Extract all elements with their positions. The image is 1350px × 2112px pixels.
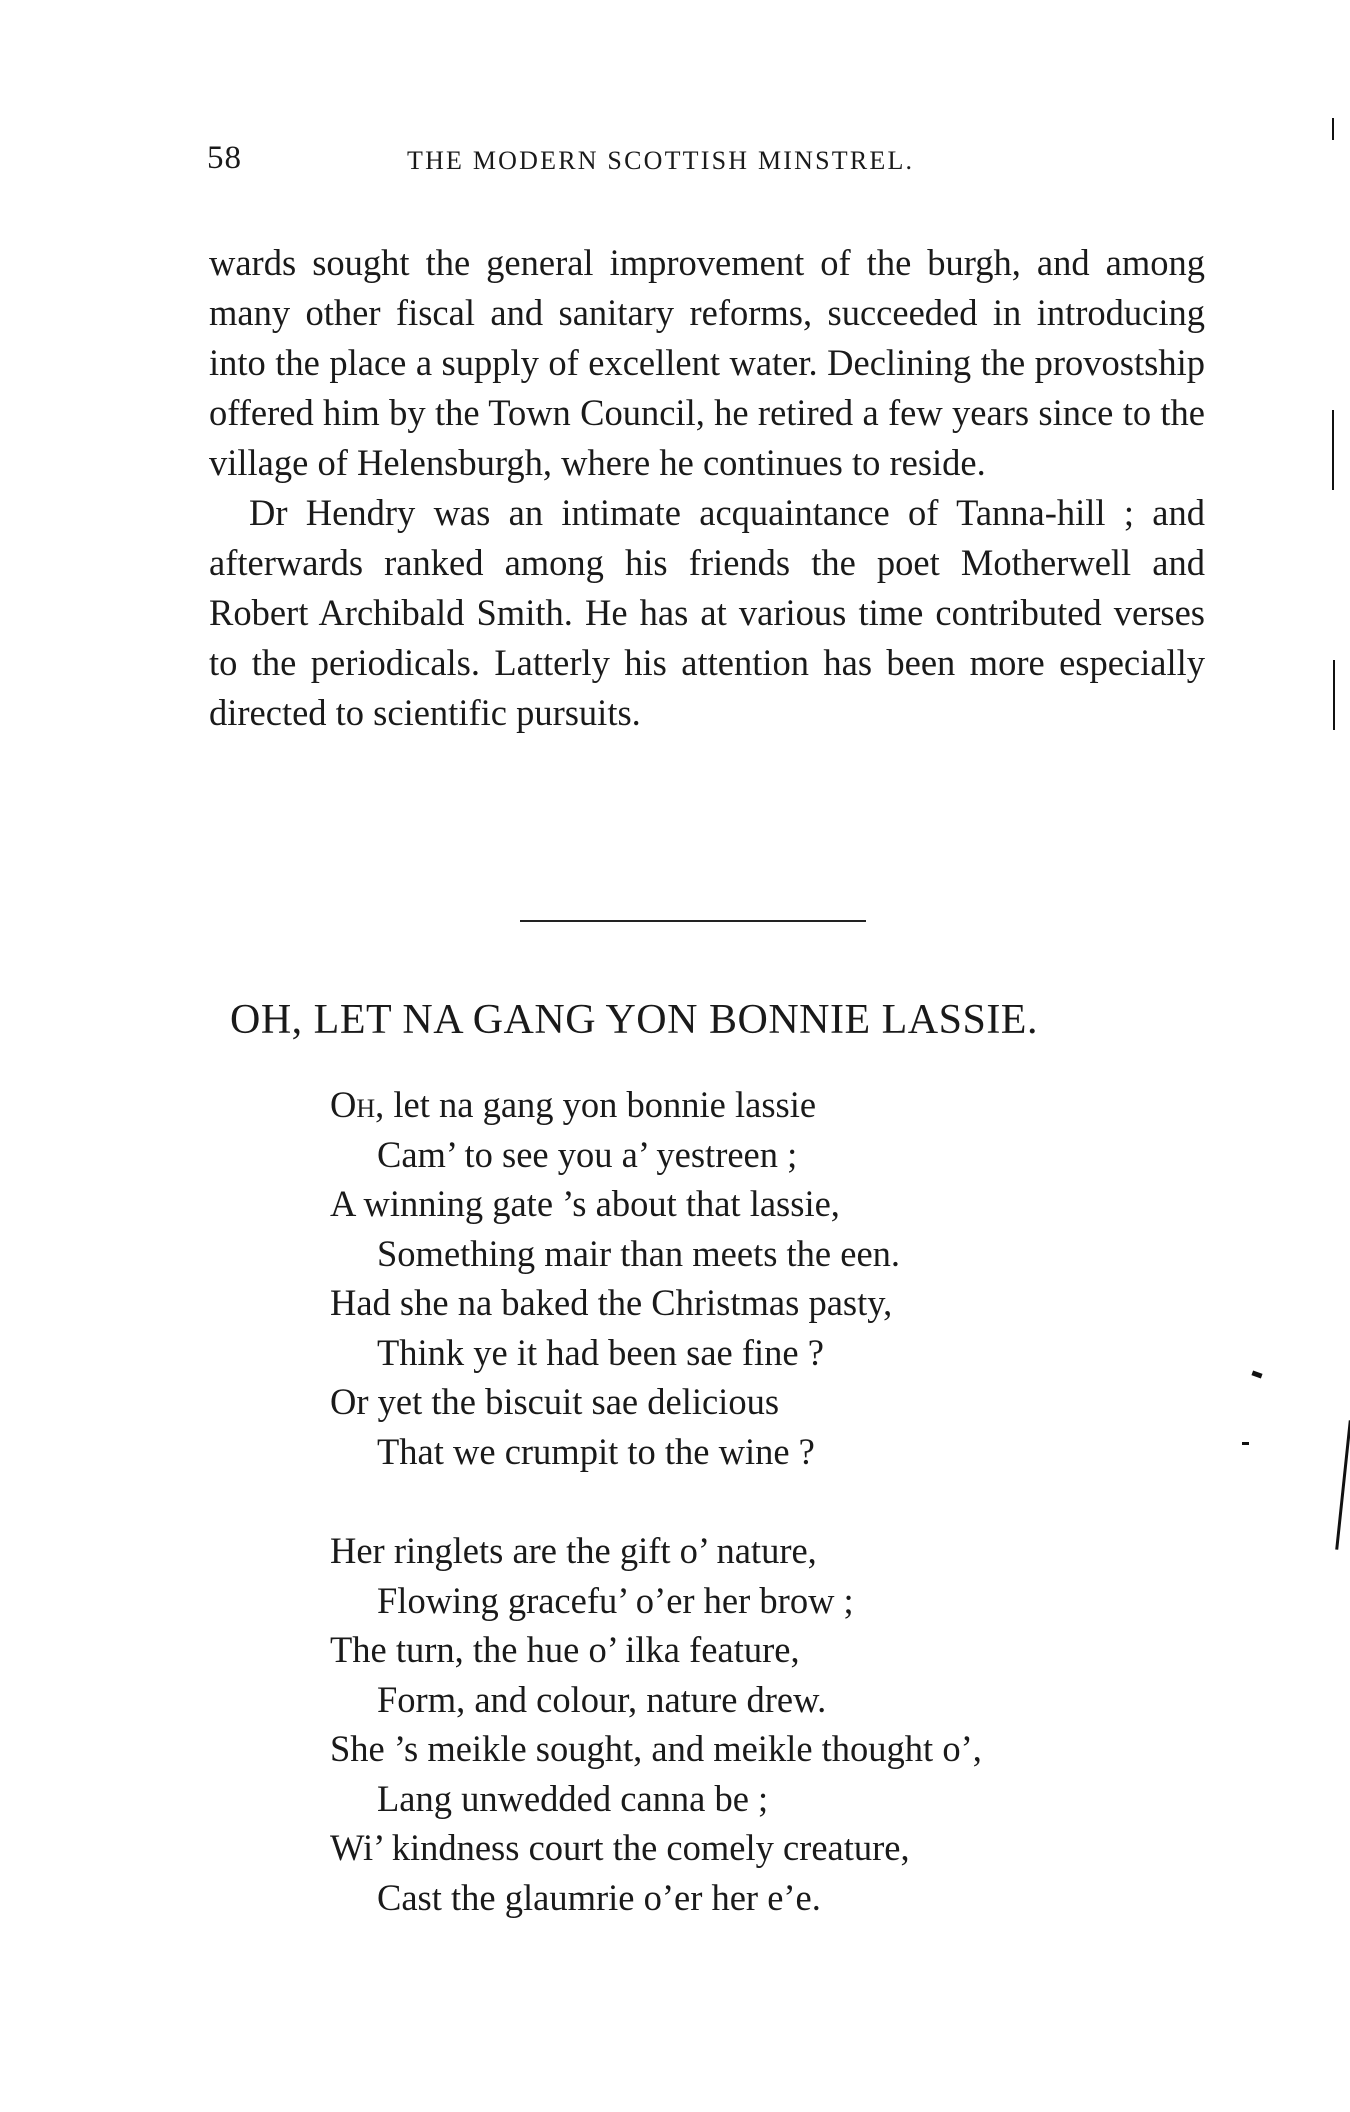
scan-mark bbox=[1332, 410, 1334, 490]
running-head bbox=[207, 140, 1207, 180]
verse-line: Something mair than meets the een. bbox=[377, 1232, 901, 1274]
page-number: 58 bbox=[207, 140, 242, 176]
scan-mark bbox=[1332, 118, 1334, 140]
stanza bbox=[330, 1526, 982, 1922]
poem-body bbox=[330, 1080, 982, 1972]
drop-word: Oh bbox=[330, 1084, 376, 1125]
section-divider bbox=[520, 920, 866, 922]
verse-line: Form, and colour, nature drew. bbox=[377, 1678, 827, 1720]
verse-line bbox=[330, 1080, 982, 1130]
scan-mark bbox=[1333, 660, 1335, 730]
stanza bbox=[330, 1080, 982, 1476]
verse-line: Flowing gracefu’ o’er her brow ; bbox=[377, 1579, 854, 1621]
paragraph: Dr Hendry was an intimate acquaintance of Tanna-hill ; and afterwards ranked among his friends the poet Motherwell and Robert Archibald Smith. He has at various time contributed verses to the periodicals. Latterly his attention has been more especially directed to scientific pursuits. bbox=[209, 492, 1205, 733]
verse-line: That we crumpit to the wine ? bbox=[377, 1430, 815, 1472]
verse-line-text: , let na gang yon bonnie lassie bbox=[375, 1084, 817, 1125]
verse-line: Lang unwedded canna be ; bbox=[377, 1777, 769, 1819]
poem-title: OH, LET NA GANG YON BONNIE LASSIE. bbox=[230, 997, 1038, 1043]
verse-line: Had she na baked the Christmas pasty, bbox=[330, 1282, 893, 1323]
biography-text bbox=[209, 238, 1205, 738]
verse-line: Or yet the biscuit sae delicious bbox=[330, 1381, 780, 1422]
verse-line: Wi’ kindness court the comely creature, bbox=[330, 1827, 910, 1868]
verse-line: She ’s meikle sought, and meikle thought o’, bbox=[330, 1728, 982, 1769]
verse-line: A winning gate ’s about that lassie, bbox=[330, 1183, 840, 1224]
verse-line: Cam’ to see you a’ yestreen ; bbox=[377, 1133, 798, 1175]
verse-line: Cast the glaumrie o’er her e’e. bbox=[377, 1876, 821, 1918]
verse-line: Her ringlets are the gift o’ nature, bbox=[330, 1530, 817, 1571]
verse-line: Think ye it had been sae fine ? bbox=[377, 1331, 824, 1373]
paragraph: wards sought the general improvement of the burgh, and among many other fiscal and sanitary reforms, succeeded in introducing into the place a supply of excellent water. Declining the provostship offered him by the Town Council, he retired a few years since to the village of Helensburgh, where he continues to reside. bbox=[209, 242, 1205, 483]
scan-mark bbox=[1335, 1420, 1350, 1550]
scan-mark bbox=[1251, 1370, 1262, 1378]
scan-mark bbox=[1242, 1442, 1249, 1445]
running-title: THE MODERN SCOTTISH MINSTREL. bbox=[407, 146, 915, 175]
verse-line: The turn, the hue o’ ilka feature, bbox=[330, 1629, 800, 1670]
